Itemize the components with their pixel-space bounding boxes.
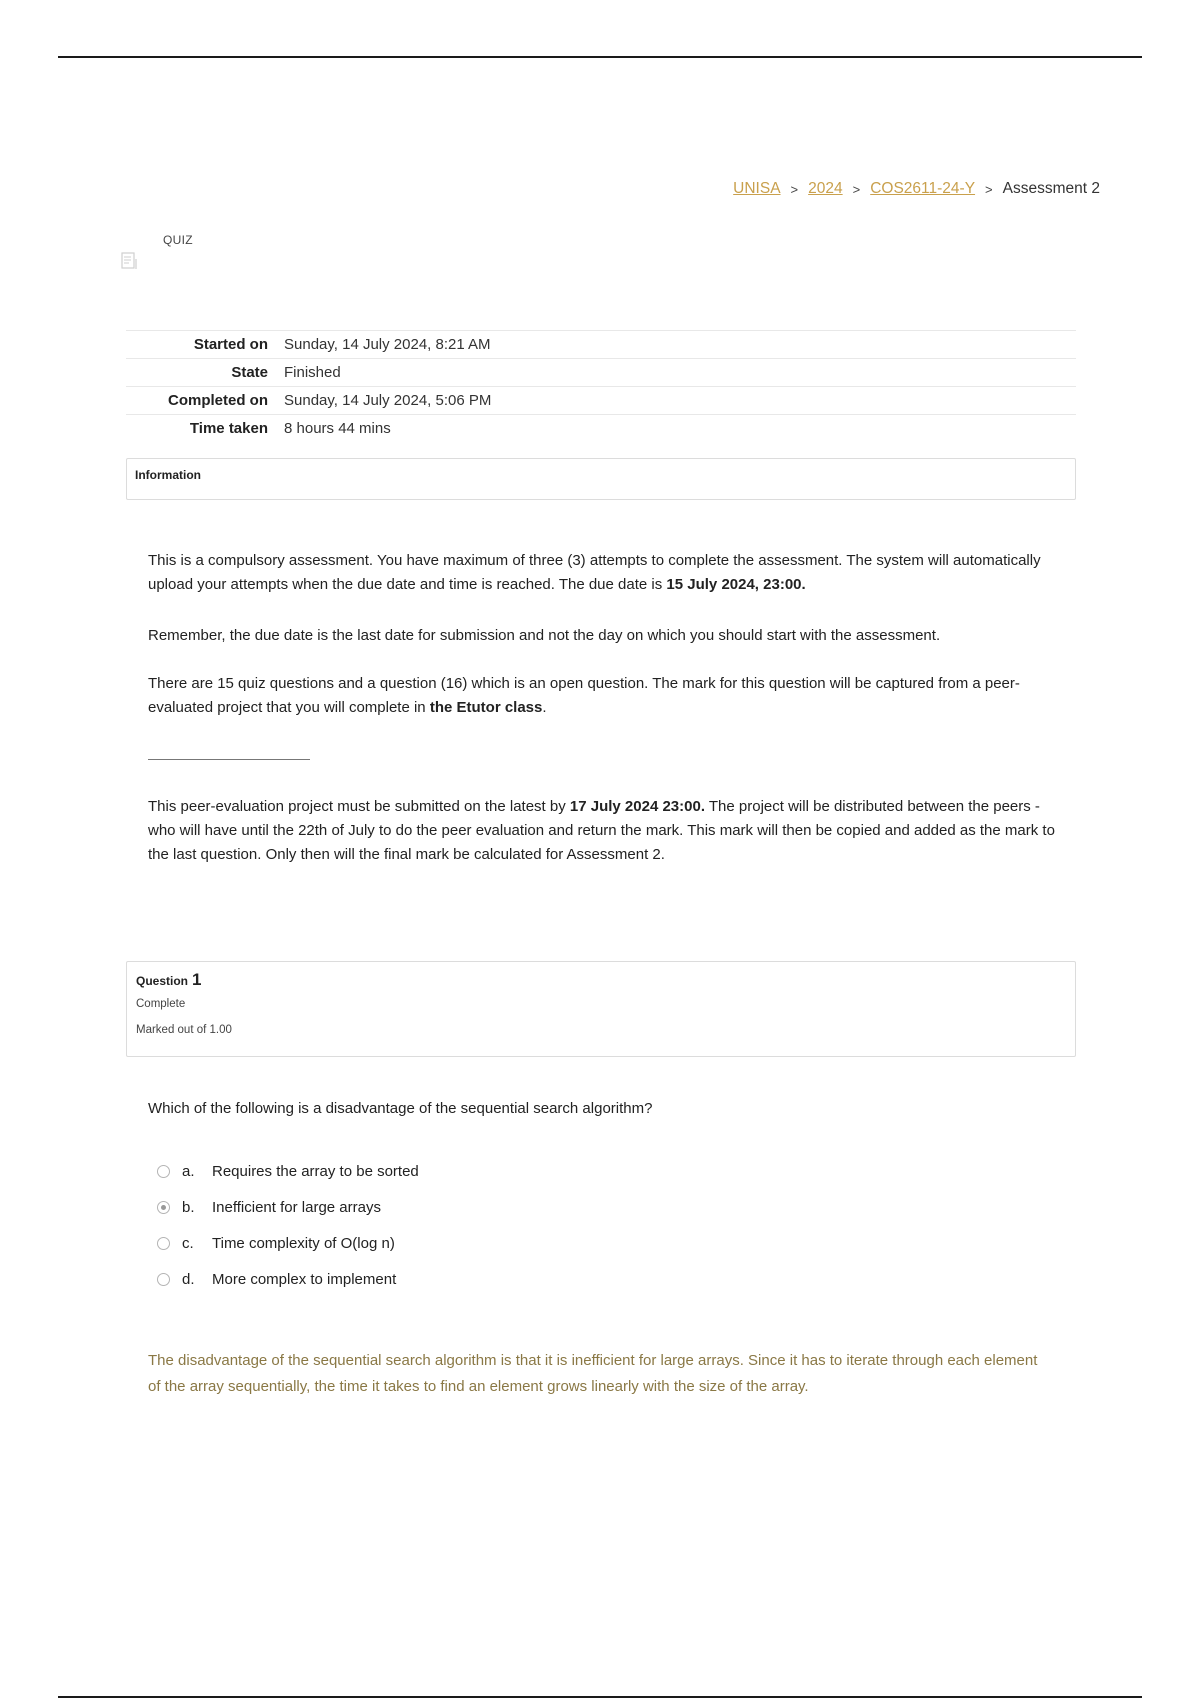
question-marks: Marked out of 1.00 [136,1024,232,1036]
etutor-class: the Etutor class [429,699,543,716]
general-feedback: The disadvantage of the sequential search algorithm is that it is inefficient for large arrays. Since it has to iterate through each element of the array sequentially, the time it takes to find an element grows linearly with the size of the array. [148,1352,1038,1395]
option-text: Requires the array to be sorted [212,1162,419,1180]
chevron-right-icon: > [852,181,861,197]
started-value: Sunday, 14 July 2024, 8:21 AM [284,336,491,353]
breadcrumb-current: Assessment 2 [1002,180,1100,197]
information-title: Information [135,468,201,482]
option-letter: d. [182,1270,195,1288]
activity-type-label: QUIZ [163,233,193,247]
summary-row [126,331,1076,359]
state-value: Finished [284,364,341,381]
question-status: Complete [136,998,186,1010]
chevron-right-icon: > [790,181,799,197]
question-title [136,970,1066,990]
option-text: Time complexity of O(log n) [212,1234,395,1252]
question-info-box [126,961,1076,1057]
question-number: 1 [192,970,202,989]
information-box [126,458,1076,500]
info-paragraph-3 [148,672,1058,720]
project-due-date: 17 July 2024 23:00. [569,798,705,815]
info-paragraph-1 [148,549,1058,597]
breadcrumb-link-unisa[interactable]: UNISA [733,180,781,197]
radio-button-selected[interactable] [157,1201,170,1214]
bottom-rule [58,1696,1142,1698]
summary-row [126,387,1076,415]
answer-options [157,1153,419,1297]
radio-button[interactable] [157,1165,170,1178]
radio-button[interactable] [157,1273,170,1286]
option-d[interactable] [157,1261,419,1297]
info-p3-text: There are 15 quiz questions and a question (16) which is an open question. The mark for this question will be captured from a peer-evaluated project that you will complete in [148,675,1020,716]
option-letter: a. [182,1162,195,1180]
question-text: Which of the following is a disadvantage of the sequential search algorithm? [148,1100,653,1117]
info-paragraph-4 [148,795,1058,867]
top-rule [58,56,1142,58]
started-label: Started on [193,336,268,353]
info-p2-text: Remember, the due date is the last date for submission and not the day on which you should start with the assessment. [148,627,941,644]
info-p3-end: . [542,699,547,716]
completed-label: Completed on [168,392,268,409]
option-b[interactable] [157,1189,419,1225]
summary-row [126,359,1076,387]
time-taken-label: Time taken [189,420,268,438]
due-date: 15 July 2024, 23:00. [666,576,806,593]
option-text: Inefficient for large arrays [212,1198,381,1216]
radio-button[interactable] [157,1237,170,1250]
breadcrumb-link-course[interactable]: COS2611-24-Y [870,180,976,197]
option-letter: b. [182,1198,195,1216]
breadcrumb-link-year[interactable]: 2024 [808,180,843,197]
info-p4-rest: The project will be distributed between the peers - who will have until the 22th of July to do the peer evaluation and return the mark. This mark will then be copied and added as the mark to the last question. Only then will the final mark be calculated for Assessment 2. [148,798,1055,863]
info-p1-text: This is a compulsory assessment. You have maximum of three (3) attempts to complete the assessment. The system will automatically upload your attempts when the due date and time is reached. The due date is [148,552,1041,593]
option-letter: c. [182,1234,194,1252]
info-paragraph-2 [148,624,1058,648]
option-text: More complex to implement [212,1270,397,1288]
summary-row [126,415,1076,443]
chevron-right-icon: > [985,181,993,197]
time-taken-value: 8 hours 44 mins [284,420,391,438]
quiz-icon [120,251,140,271]
completed-value: Sunday, 14 July 2024, 5:06 PM [284,392,492,409]
breadcrumb [733,180,1100,198]
option-c[interactable] [157,1225,419,1261]
attempt-summary-table [126,330,1076,443]
option-a[interactable] [157,1153,419,1189]
question-label: Question [136,974,189,988]
state-label: State [231,364,268,381]
divider [148,759,310,760]
info-p4-text: This peer-evaluation project must be submitted on the latest by [148,798,570,815]
